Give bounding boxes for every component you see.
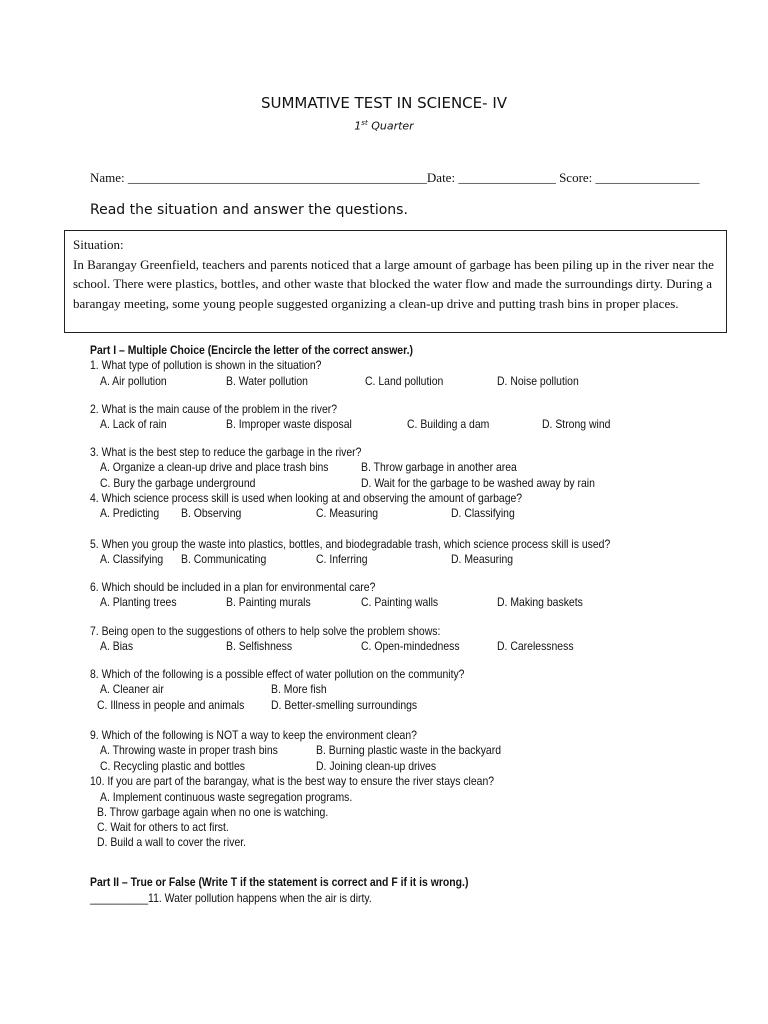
q1-option-c: C. Land pollution — [365, 375, 444, 388]
question-5: 5. When you group the waste into plastics, bottles, and biodegradable trash, which science process skill is used? — [90, 538, 611, 551]
question-10: 10. If you are part of the barangay, what is the best way to ensure the river stays clean? — [90, 775, 495, 788]
q7-option-d: D. Carelessness — [497, 640, 574, 653]
question-1: 1. What type of pollution is shown in the situation? — [90, 359, 322, 372]
q8-option-d: D. Better-smelling surroundings — [271, 699, 418, 712]
situation-box — [64, 230, 727, 333]
answer-blank: __________ — [90, 892, 149, 905]
question-6: 6. Which should be included in a plan for environmental care? — [90, 581, 376, 594]
q7-option-c: C. Open-mindedness — [361, 640, 460, 653]
quarter-suffix: st — [361, 119, 368, 127]
q2-option-a: A. Lack of rain — [100, 418, 167, 431]
q5-option-c: C. Inferring — [316, 553, 368, 566]
q5-option-a: A. Classifying — [100, 553, 164, 566]
q9-option-b: B. Burning plastic waste in the backyard — [316, 744, 502, 757]
score-blank: ________________ — [595, 170, 700, 185]
q7-option-b: B. Selfishness — [226, 640, 293, 653]
q9-option-c: C. Recycling plastic and bottles — [100, 760, 245, 773]
situation-label: Situation: — [73, 237, 124, 252]
q8-option-a: A. Cleaner air — [100, 683, 164, 696]
date-label: Date: — [426, 170, 456, 185]
quarter-label — [0, 119, 768, 133]
q8-option-c: C. Illness in people and animals — [97, 699, 245, 712]
q2-option-d: D. Strong wind — [542, 418, 611, 431]
q4-option-c: C. Measuring — [316, 507, 379, 520]
quarter-number: 1 — [354, 119, 362, 133]
q1-option-b: B. Water pollution — [226, 375, 308, 388]
part1-heading: Part I – Multiple Choice (Encircle the letter of the correct answer.) — [90, 344, 413, 357]
name-blank: ______________________________________________ — [127, 170, 427, 185]
instruction-heading: Read the situation and answer the questions. — [90, 202, 408, 218]
question-8: 8. Which of the following is a possible effect of water pollution on the community? — [90, 668, 465, 681]
q10-option-d: D. Build a wall to cover the river. — [97, 836, 247, 849]
question-3: 3. What is the best step to reduce the garbage in the river? — [90, 446, 362, 459]
q4-option-b: B. Observing — [181, 507, 242, 520]
q3-option-b: B. Throw garbage in another area — [361, 461, 517, 474]
q3-option-d: D. Wait for the garbage to be washed away by rain — [361, 477, 595, 490]
q3-option-c: C. Bury the garbage underground — [100, 477, 256, 490]
q10-option-a: A. Implement continuous waste segregation programs. — [100, 791, 353, 804]
q10-option-c: C. Wait for others to act first. — [97, 821, 229, 834]
score-label: Score: — [559, 170, 593, 185]
q8-option-b: B. More fish — [271, 683, 327, 696]
q6-option-d: D. Making baskets — [497, 596, 583, 609]
part2-heading: Part II – True or False (Write T if the statement is correct and F if it is wrong.) — [90, 876, 469, 889]
q4-option-a: A. Predicting — [100, 507, 160, 520]
q4-option-d: D. Classifying — [451, 507, 515, 520]
q2-option-b: B. Improper waste disposal — [226, 418, 352, 431]
q1-option-d: D. Noise pollution — [497, 375, 579, 388]
page-title: SUMMATIVE TEST IN SCIENCE- IV — [260, 94, 507, 112]
question-7: 7. Being open to the suggestions of others to help solve the problem shows: — [90, 625, 441, 638]
q10-option-b: B. Throw garbage again when no one is watching. — [97, 806, 329, 819]
q1-option-a: A. Air pollution — [100, 375, 167, 388]
q7-option-a: A. Bias — [100, 640, 134, 653]
q2-option-c: C. Building a dam — [407, 418, 490, 431]
q3-option-a: A. Organize a clean-up drive and place trash bins — [100, 461, 329, 474]
name-label: Name: — [90, 170, 125, 185]
q9-option-d: D. Joining clean-up drives — [316, 760, 437, 773]
date-blank: _______________ — [458, 170, 556, 185]
question-9: 9. Which of the following is NOT a way to keep the environment clean? — [90, 729, 417, 742]
q6-option-b: B. Painting murals — [226, 596, 311, 609]
question-4: 4. Which science process skill is used when looking at and observing the amount of garbage? — [90, 492, 523, 505]
q6-option-c: C. Painting walls — [361, 596, 439, 609]
question-2: 2. What is the main cause of the problem in the river? — [90, 403, 338, 416]
q5-option-b: B. Communicating — [181, 553, 267, 566]
q9-option-a: A. Throwing waste in proper trash bins — [100, 744, 278, 757]
q6-option-a: A. Planting trees — [100, 596, 177, 609]
student-info-line — [90, 170, 700, 186]
q5-option-d: D. Measuring — [451, 553, 514, 566]
true-false-item — [90, 892, 372, 905]
quarter-word: Quarter — [371, 119, 414, 133]
statement-text: 11. Water pollution happens when the air is dirty. — [148, 892, 372, 905]
situation-text: In Barangay Greenfield, teachers and parents noticed that a large amount of garbage has been piling up in the river near the school. There were plastics, bottles, and other waste that blocked the water flow and made the surroundings dirty. During a barangay meeting, some young people suggested organizing a clean-up drive and putting trash bins in proper places. — [73, 256, 714, 311]
